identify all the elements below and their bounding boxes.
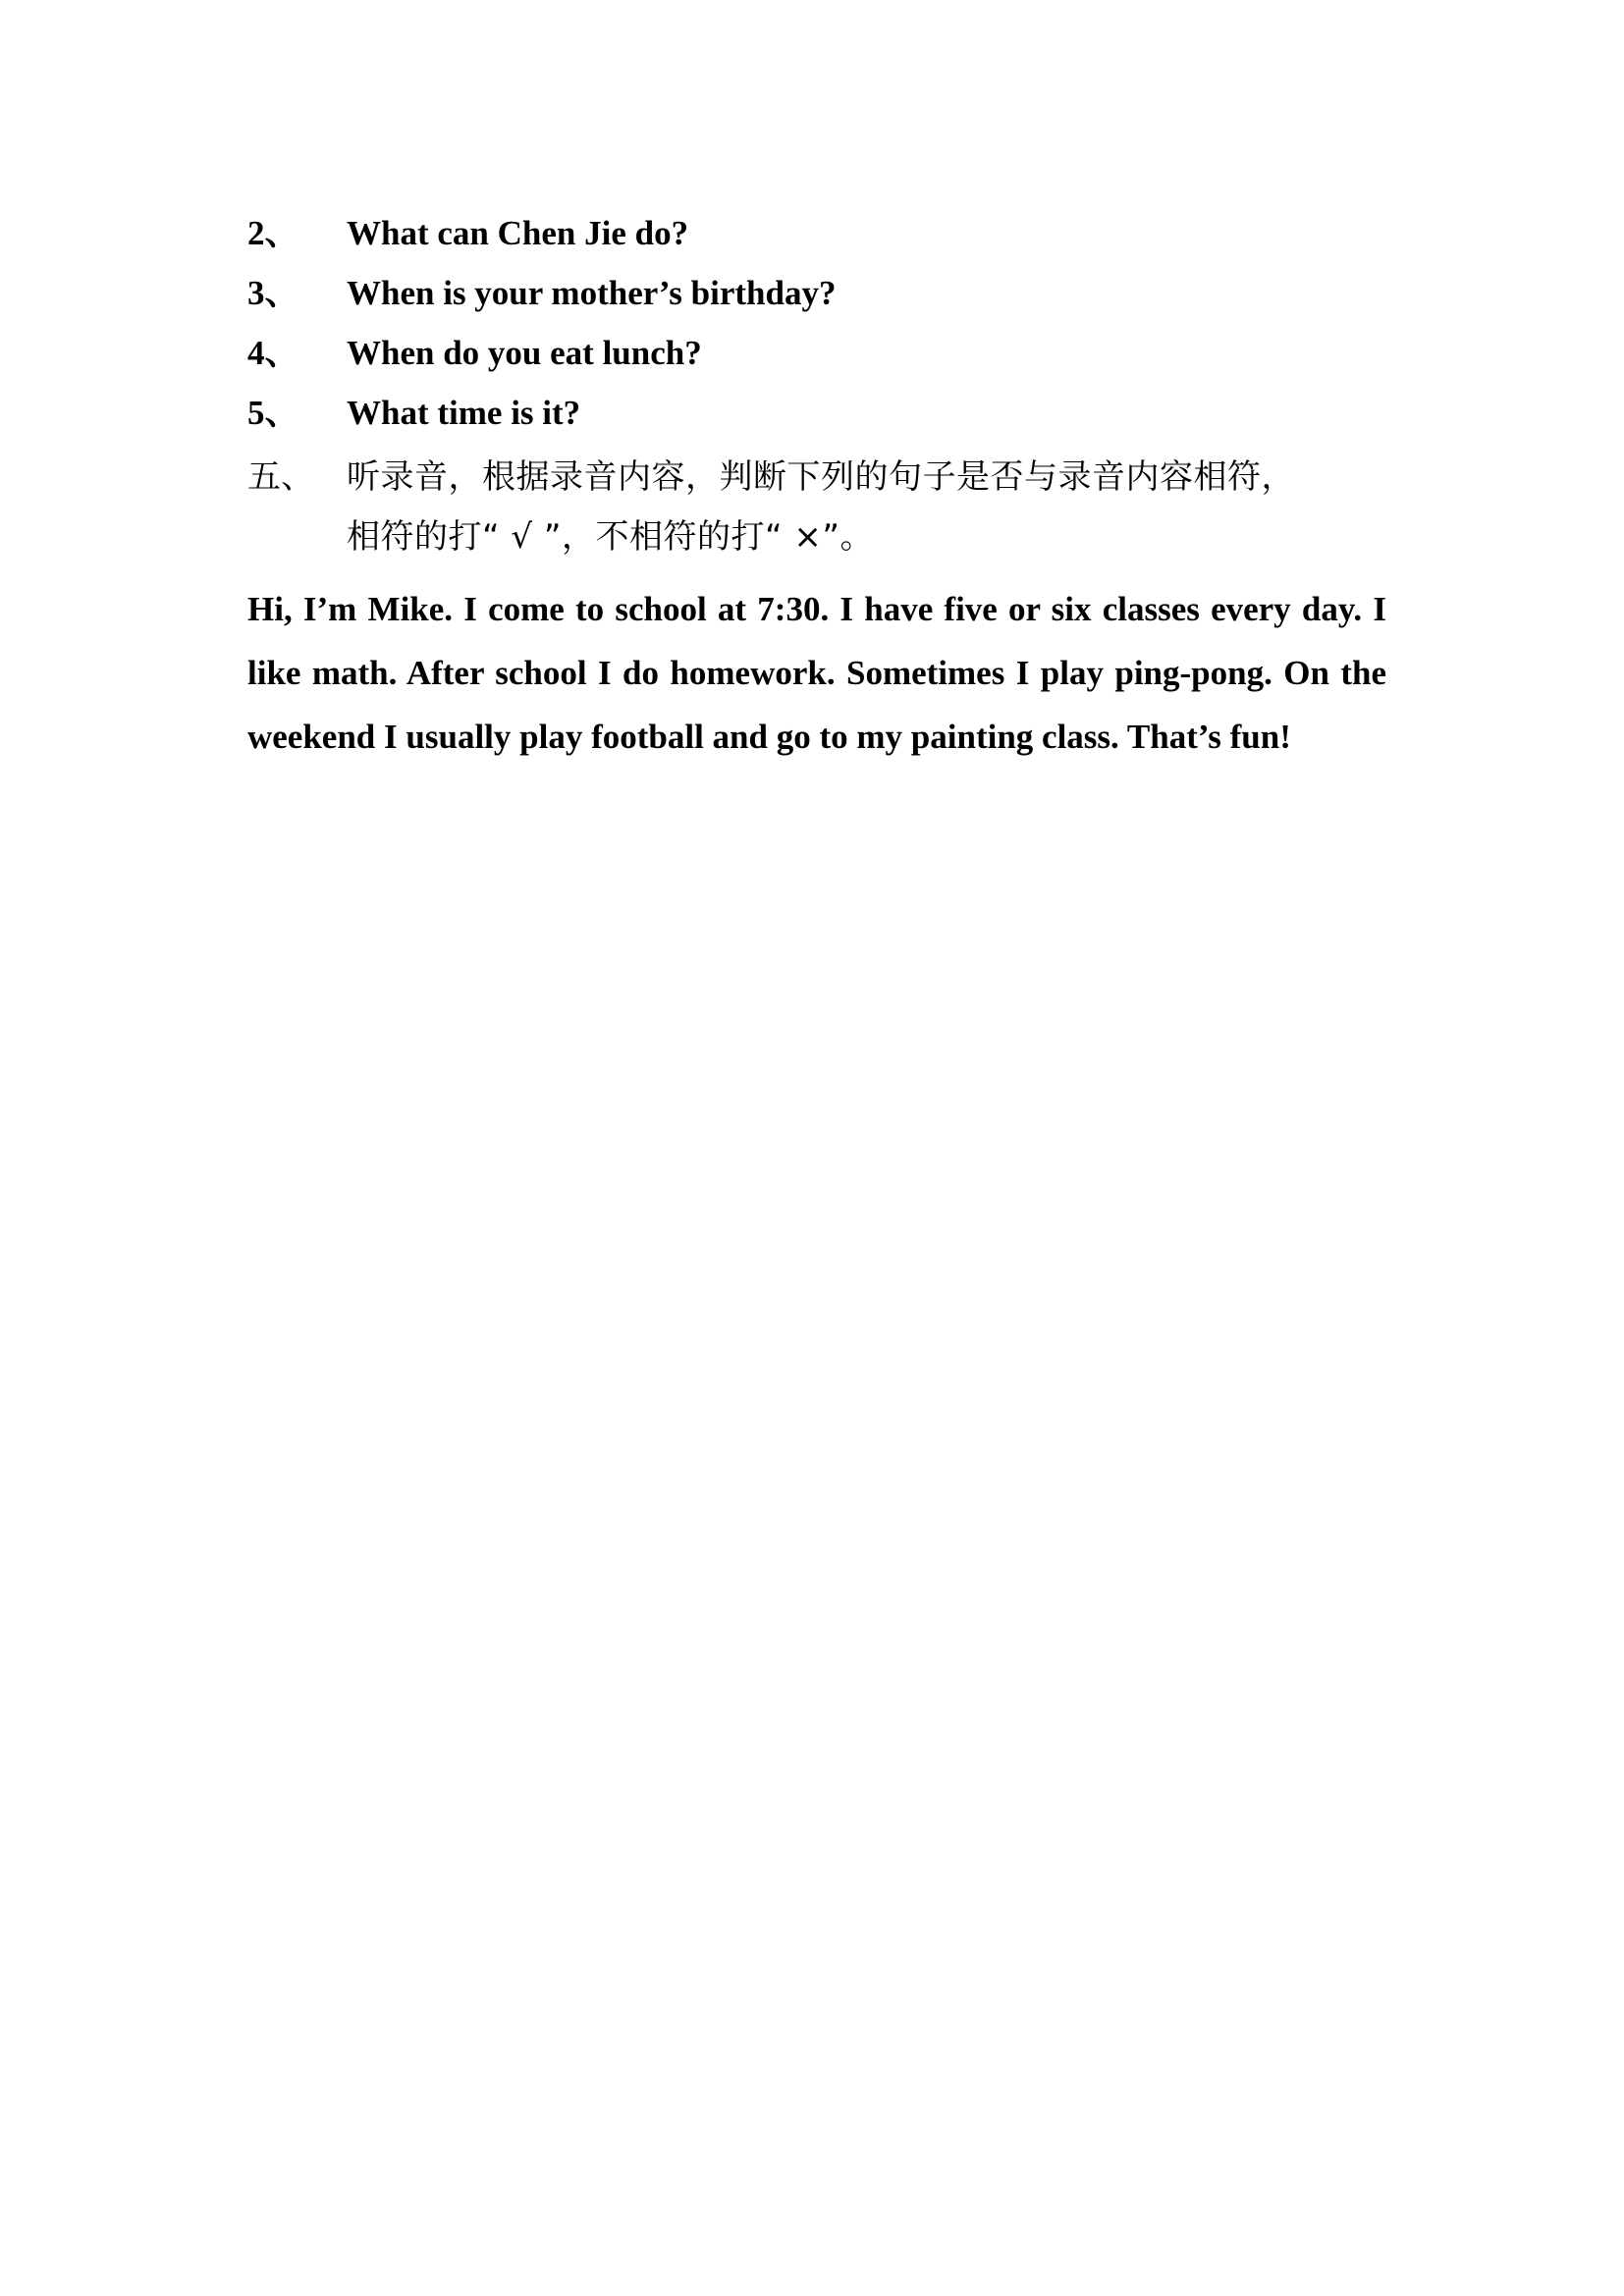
question-item <box>247 326 1386 386</box>
question-text: When do you eat lunch? <box>347 334 702 372</box>
question-text: What can Chen Jie do? <box>347 214 689 252</box>
question-item <box>247 266 1386 326</box>
question-list <box>247 206 1386 446</box>
question-number: 5、 <box>247 394 299 432</box>
section-number: 五、 <box>247 457 314 497</box>
question-text: When is your mother’s birthday? <box>347 274 837 312</box>
question-item <box>247 206 1386 266</box>
section-five-instruction <box>247 448 1386 567</box>
question-number: 3、 <box>247 274 299 312</box>
question-number: 2、 <box>247 214 299 252</box>
question-item <box>247 386 1386 446</box>
listening-passage: Hi, I’m Mike. I come to school at 7:30. I have five or six classes every day. I like math. After school I do homework. Sometimes I play ping-pong. On the weekend I usually play football and go to my painting class. That’s fun! <box>247 590 1386 756</box>
question-number: 4、 <box>247 334 299 372</box>
question-text: What time is it? <box>347 394 581 432</box>
document-page <box>247 206 1386 803</box>
section-instruction-text <box>347 448 1295 567</box>
instruction-line-1: 听录音，根据录音内容，判断下列的句子是否与录音内容相符， <box>347 457 1295 497</box>
instruction-line-2: 相符的打“ √ ”，不相符的打“ ×”。 <box>347 517 875 557</box>
